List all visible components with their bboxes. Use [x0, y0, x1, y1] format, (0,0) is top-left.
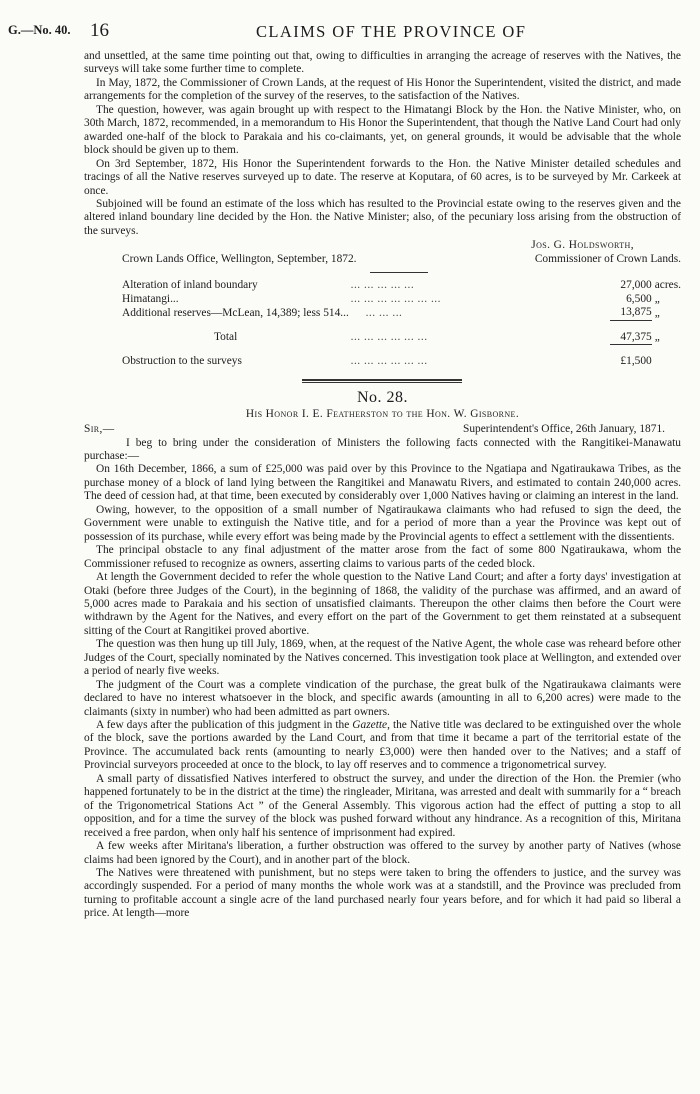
letter-dateline [84, 423, 681, 437]
paragraph: I beg to bring under the consideration of Ministers the following facts connected with the Rangitikei-Manawatu purchase:— [84, 436, 681, 462]
paragraph: A few days after the publication of this judgment in the Gazette, the Native title was declared to be extinguished over the whole of the block, save the portions awarded by the Land Court, and from that time it became a part of the territorial estate of the Province. The accumulated back rents (amounting to nearly £3,000) were then handed over to the Natives; and a staff of Provincial surveyors proceeded at once to the block, to lay off reserves and to commence a trigonometrical survey. [84, 719, 681, 772]
paragraph: The principal obstacle to any final adjustment of the matter arose from the fact of some 800 Ngatiraukawa, whom the Commissioner refused to recognize as owners, asserting claims to various parts of the ceded block. [84, 544, 681, 570]
signatory-name: Jos. G. Holdsworth, [531, 239, 634, 252]
spacer-row [122, 320, 681, 331]
paragraph: A small party of dissatisfied Natives interfered to obstruct the survey, and under the direction of the Hon. the Premier (who happened fortunately to be in the district at the time) the ringleader, Miritana, was arrested and dealt with summarily for a “ breach of the Trigonometrical Stations Act ” of the General Assembly. This vigorous action had the effect of putting a stop to all opposition, and for a time the survey of the block was pushed forward without any hindrance. As a recognition of this, Miritana received a free pardon, when only half his sentence of imprisonment had expired. [84, 772, 681, 839]
letter-address: His Honor I. E. Featherston to the Hon. W. Gisborne. [245, 408, 520, 421]
running-title: CLAIMS OF THE PROVINCE OF [256, 22, 527, 41]
page-header [8, 20, 688, 42]
office-and-date: Crown Lands Office, Wellington, September, 1872. [122, 253, 357, 266]
signatory-title: Commissioner of Crown Lands. [534, 253, 681, 266]
paragraph: and unsettled, at the same time pointing out that, owing to difficulties in arranging the acreage of reserves with the Natives, the surveys will take some further time to complete. [84, 50, 681, 76]
section-divider [302, 379, 462, 383]
paragraph: The Natives were threatened with punishment, but no steps were taken to bring the offenders to justice, and the survey was accordingly suspended. For a period of many months the whole work was at a standstill, and the Province was precluded from turning to profitable account a single acre of the land purchased nearly four years before, and for which it had paid so liberal a price. At length—more [84, 867, 681, 920]
total-unit: „ [654, 331, 660, 344]
salutation: Sir,— [84, 422, 115, 435]
paragraph: Subjoined will be found an estimate of the loss which has resulted to the Provincial estate owing to the reserves given and the altered inland boundary line decided by the Hon. the Native Minister; also, of the pecuniary loss arising from the obstruction of the surveys. [84, 197, 681, 237]
row-unit: acres. [654, 279, 681, 292]
paragraph: Owing, however, to the opposition of a small number of Ngatiraukawa claimants who had refused to sign the deed, the Government were unable to extinguish the Native title, and for a period of more than a year the Province was kept out of possession of its purchase, while every effort was being made by the Provincial agents to effect a settlement with the dissentients. [84, 503, 681, 543]
obstruction-label: Obstruction to the surveys [122, 355, 242, 368]
row-label: Alteration of inland boundary [122, 279, 258, 292]
paragraph: A few weeks after Miritana's liberation, a further obstruction was offered to the survey by another party of Natives (whose claims had been ignored by the Court), and in another part of the block. [84, 840, 681, 866]
loss-estimate-table [122, 279, 681, 368]
obstruction-row [122, 355, 681, 368]
letter-number: No. 28. [356, 388, 409, 406]
leader-dots: ... ... ... ... ... ... [350, 355, 428, 368]
paragraph: The judgment of the Court was a complete vindication of the purchase, the great bulk of the Ngatiraukawa claimants were declared to have no interest whatsoever in the block, and specific awards (amounting in all to 6,200 acres) were made to the claimants (sixty in number) who had been admitted as part owners. [84, 678, 681, 718]
signature-block [84, 239, 681, 267]
row-label-text: Additional reserves—McLean, 14,389; less 514... [122, 306, 349, 319]
row-amount: 6,500 [626, 292, 652, 305]
paragraph: At length the Government decided to refer the whole question to the Native Land Court; and after a forty days' investigation at Otaki (before three Judges of the Court), in the beginning of 1868, the validity of the purchase was affirmed, and an award of 5,000 acres made to Parakaia and his section of unsatisfied claimants. Thereupon the other claims then before the Court were withdrawn by the Agent for the Natives, and every effort on the part of the Government to get them reinstated at a subsequent sitting of the Court at Rangitikei proved abortive. [84, 571, 681, 637]
total-label: Total [214, 331, 238, 344]
paragraph: The question, however, was again brought up with respect to the Himatangi Block by the Hon. the Native Minister, who, on 30th March, 1872, recommended, in a memorandum to His Honor the Superintendent, that though the Native Land Court had only awarded one-half of the block to Parakaia and his co-claimants, yet, on general grounds, it would be advisable that the whole block should be given up to them. [84, 103, 681, 157]
row-amount: 27,000 [620, 279, 652, 292]
spacer-row [122, 345, 681, 356]
table-row [122, 293, 681, 306]
total-row [122, 331, 681, 345]
table-row [122, 306, 681, 320]
leader-dots: ... ... ... ... ... ... ... [350, 292, 441, 305]
row-label: Himatangi... [122, 292, 179, 305]
leader-dots: ... ... ... ... ... ... [350, 331, 428, 344]
obstruction-amount: £1,500 [620, 355, 652, 368]
row-unit: „ [654, 292, 660, 305]
page-number: 16 [90, 20, 109, 41]
page-body [84, 50, 681, 921]
row-amount: 13,875 [620, 306, 652, 319]
divider [370, 272, 428, 273]
office-date: Superintendent's Office, 26th January, 1871. [463, 422, 665, 435]
document-reference: G.—No. 40. [8, 23, 71, 37]
paragraph: In May, 1872, the Commissioner of Crown Lands, at the request of His Honor the Superintendent, visited the district, and made arrangements for the completion of the survey of the reserves, to the satisfaction of the Natives. [84, 76, 681, 103]
row-unit: „ [654, 306, 660, 319]
leader-dots: ... ... ... [365, 306, 403, 319]
leader-dots: ... ... ... ... ... [350, 279, 415, 292]
gazette-italic: Gazette [352, 719, 388, 732]
paragraph: The question was then hung up till July, 1869, when, at the request of the Native Agent, the whole case was reheard before other Judges of the Court, specially nominated by the Natives concerned. This investigation took place at Wellington, and extended over a period of nearly five weeks. [84, 638, 681, 678]
total-amount: 47,375 [620, 330, 652, 343]
row-label [122, 306, 610, 320]
paragraph: On 3rd September, 1872, His Honor the Superintendent forwards to the Hon. the Native Minister detailed schedules and tracings of all the Native reserves surveyed up to date. The reserve at Koputara, of 60 acres, is to be surveyed by Mr. Carkeek at once. [84, 157, 681, 197]
table-row [122, 279, 681, 292]
paragraph: On 16th December, 1866, a sum of £25,000 was paid over by this Province to the Ngatiapa and Ngatiraukawa Tribes, as the purchase money of a block of land lying between the Rangitikei and Manawatu Rivers, and estimated to contain 240,000 acres. The deed of cession had, at that time, been executed by considerably over 1,000 Natives having or claiming an interest in the land. [84, 463, 681, 503]
